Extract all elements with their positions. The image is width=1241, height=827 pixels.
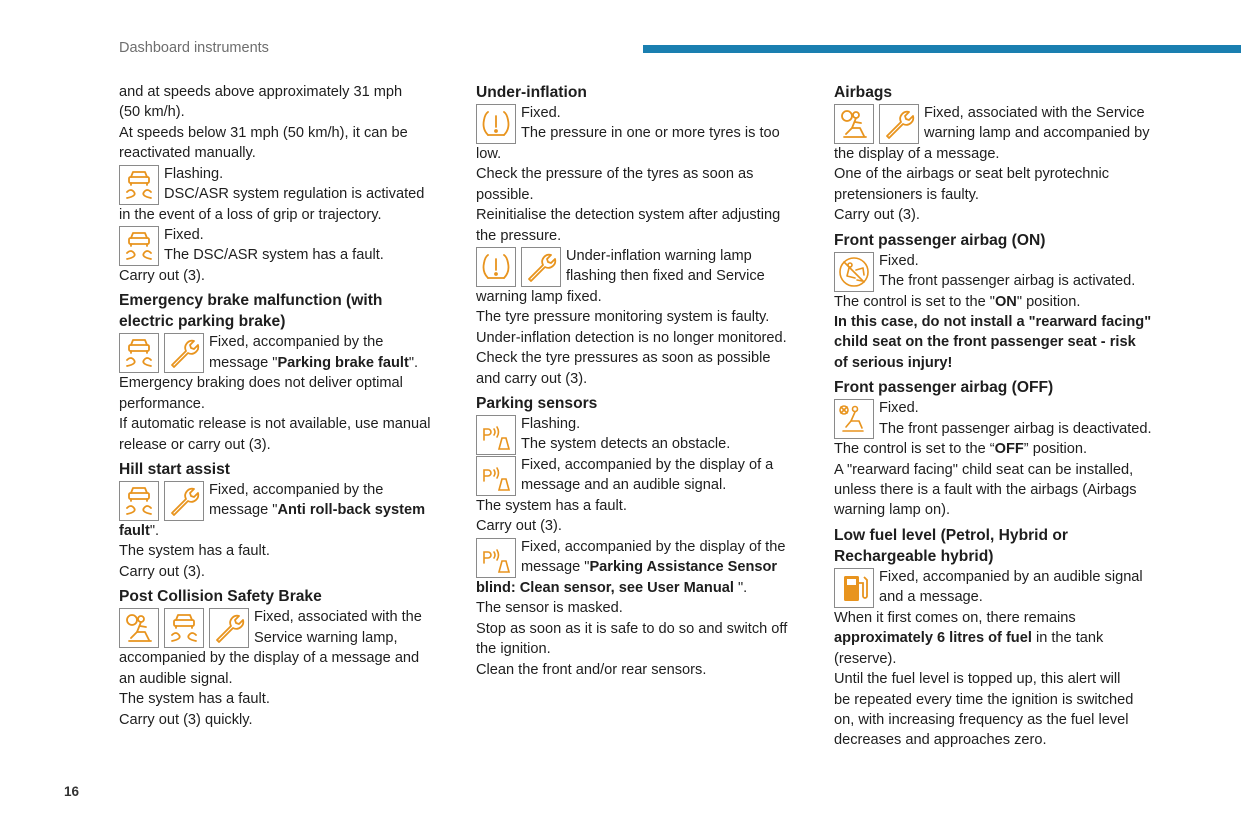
body-text: Carry out (3) quickly. (119, 711, 253, 728)
under-inflation-entry (476, 103, 812, 246)
column-middle (476, 82, 812, 680)
body-text: Emergency braking does not deliver optimal (119, 375, 403, 392)
body-text: A "rearward facing" child seat can be installed, (834, 461, 1134, 478)
description-text: The front passenger airbag is activated. (879, 273, 1136, 290)
wrench-icon (164, 481, 204, 521)
dsc-icon (119, 226, 159, 266)
status-text: Flashing. (521, 416, 581, 433)
description-text: warning lamp and accompanied by (924, 125, 1150, 142)
status-text: Fixed. (879, 400, 919, 417)
airbag-on-entry (834, 251, 1174, 374)
section-heading-airbag-on: Front passenger airbag (ON) (834, 231, 1046, 249)
parking-fixed-entry (476, 455, 812, 537)
body-text: When it first comes on, there remains (834, 609, 1076, 626)
body-text: decreases and approaches zero. (834, 732, 1047, 749)
body-text: and carry out (3). (476, 370, 588, 387)
message-text: message "Parking brake fault". (209, 354, 419, 371)
intro-line: reactivated manually. (119, 145, 256, 162)
action-text: Carry out (3). (119, 268, 205, 285)
message-text: message "Anti roll-back system (209, 502, 426, 519)
parking-flashing-entry (476, 414, 812, 455)
wrench-icon (164, 333, 204, 373)
body-text: Clean the front and/or rear sensors. (476, 661, 707, 678)
section-heading-emergency: Emergency brake malfunction (with electric parking brake) (119, 292, 383, 331)
warning-text: child seat on the front passenger seat - risk (834, 334, 1136, 351)
description-text: warning lamp fixed. (476, 289, 602, 306)
description-text: in the event of a loss of grip or trajectory. (119, 206, 382, 223)
description-text: DSC/ASR system regulation is activated (164, 186, 425, 203)
description-text: Fixed, accompanied by the display of the (521, 538, 786, 555)
header-accent-bar (643, 45, 1241, 53)
message-text: blind: Clean sensor, see User Manual ". (476, 579, 748, 596)
description-text: Service warning lamp, (254, 629, 398, 646)
intro-line: and at speeds above approximately 31 mph (119, 84, 403, 100)
description-text: Fixed, accompanied by the (209, 334, 384, 351)
body-text: Reinitialise the detection system after adjusting (476, 207, 781, 224)
body-text: Until the fuel level is topped up, this alert will (834, 671, 1121, 688)
dsc-icon (119, 481, 159, 521)
body-text: accompanied by the display of a message and (119, 650, 420, 667)
description-text: Under-inflation warning lamp (566, 248, 752, 265)
body-text: The system has a fault. (476, 498, 627, 515)
low-fuel-entry (834, 567, 1174, 751)
message-text: message "Parking Assistance Sensor (521, 559, 778, 576)
airbag-off-entry (834, 398, 1174, 521)
airbag-icon (119, 608, 159, 648)
description-text: the display of a message. (834, 146, 1000, 162)
section-heading-low-fuel: Low fuel level (Petrol, Hybrid or Rechargeable hybrid) (834, 526, 1068, 565)
under-inflation-lamp-entry (476, 246, 812, 389)
intro-line: At speeds below 31 mph (50 km/h), it can be (119, 124, 408, 141)
dsc-icon (164, 608, 204, 648)
description-text: Fixed, accompanied by the display of a (521, 457, 774, 474)
body-text: release or carry out (3). (119, 436, 271, 453)
emergency-entry (119, 332, 457, 455)
body-text: an audible signal. (119, 670, 233, 687)
page-number: 16 (64, 784, 80, 799)
dsc-fixed-entry (119, 225, 457, 286)
body-text: performance. (119, 395, 205, 412)
intro-line: (50 km/h). (119, 104, 185, 121)
body-text: (reserve). (834, 650, 897, 667)
airbag-off-icon (834, 399, 874, 439)
description-text: The pressure in one or more tyres is too (521, 125, 780, 142)
body-text: Check the pressure of the tyres as soon as (476, 166, 754, 183)
body-text: Under-inflation detection is no longer monitored. (476, 329, 787, 346)
status-text: Flashing. (164, 165, 224, 182)
body-text: the ignition. (476, 641, 551, 658)
body-text: approximately 6 litres of fuel in the tank (834, 630, 1104, 647)
body-text: The sensor is masked. (476, 600, 623, 617)
description-text: flashing then fixed and Service (566, 268, 765, 285)
section-heading-airbags: Airbags (834, 84, 893, 101)
section-heading-pcsb: Post Collision Safety Brake (119, 588, 322, 606)
status-text: Fixed. (879, 252, 919, 269)
body-text: The system has a fault. (119, 543, 270, 560)
message-text: fault". (119, 523, 160, 540)
column-left (119, 82, 457, 730)
body-text: the pressure. (476, 227, 562, 244)
warning-text: of serious injury! (834, 354, 953, 371)
dsc-icon (119, 165, 159, 205)
airbag-icon (834, 104, 874, 144)
tyre-pressure-icon (476, 247, 516, 287)
body-text: possible. (476, 186, 534, 203)
description-text: Fixed, associated with the (254, 609, 422, 626)
dsc-icon (119, 333, 159, 373)
dsc-flashing-entry (119, 164, 457, 225)
body-text: pretensioners is faulty. (834, 186, 979, 203)
parking-message-entry (476, 537, 812, 680)
body-text: Carry out (3). (476, 518, 562, 535)
wrench-icon (521, 247, 561, 287)
description-text: Fixed, associated with the Service (924, 105, 1145, 121)
body-text: Carry out (3). (834, 207, 920, 224)
description-text: low. (476, 146, 502, 162)
description-text: Fixed, accompanied by an audible signal (879, 568, 1143, 585)
description-text: The front passenger airbag is deactivated. (879, 420, 1152, 437)
warning-text: In this case, do not install a "rearward facing" (834, 314, 1152, 331)
section-heading-under-inflation: Under-inflation (476, 84, 587, 101)
body-text: The system has a fault. (119, 691, 270, 708)
body-text: on, with increasing frequency as the fuel level (834, 711, 1129, 728)
column-right (834, 82, 1174, 751)
body-text: Stop as soon as it is safe to do so and switch off (476, 620, 788, 637)
description-text: and a message. (879, 589, 983, 606)
description-text: message and an audible signal. (521, 477, 727, 494)
body-text: Carry out (3). (119, 563, 205, 580)
section-heading-parking: Parking sensors (476, 395, 598, 413)
parking-sensor-icon (476, 538, 516, 578)
parking-sensor-icon (476, 415, 516, 455)
control-text: The control is set to the "ON" position. (834, 293, 1081, 310)
parking-sensor-icon (476, 456, 516, 496)
wrench-icon (879, 104, 919, 144)
body-text: One of the airbags or seat belt pyrotechnic (834, 166, 1110, 183)
fuel-pump-icon (834, 568, 874, 608)
pcsb-entry (119, 607, 457, 730)
tyre-pressure-icon (476, 104, 516, 144)
section-heading-airbag-off: Front passenger airbag (OFF) (834, 379, 1054, 397)
status-text: Fixed. (521, 105, 561, 121)
wrench-icon (209, 608, 249, 648)
body-text: unless there is a fault with the airbags (Airbags (834, 482, 1137, 499)
body-text: be repeated every time the ignition is switched (834, 691, 1134, 708)
control-text: The control is set to the “OFF” position. (834, 441, 1088, 458)
section-title: Dashboard instruments (119, 40, 269, 56)
body-text: The tyre pressure monitoring system is faulty. (476, 309, 770, 326)
description-text: Fixed, accompanied by the (209, 482, 384, 499)
hill-entry (119, 480, 457, 582)
airbags-entry (834, 103, 1174, 226)
body-text: If automatic release is not available, use manual (119, 416, 431, 433)
body-text: Check the tyre pressures as soon as possible (476, 350, 771, 367)
status-text: Fixed. (164, 227, 204, 244)
description-text: The DSC/ASR system has a fault. (164, 247, 384, 264)
airbag-on-icon (834, 252, 874, 292)
description-text: The system detects an obstacle. (521, 436, 731, 453)
section-heading-hill: Hill start assist (119, 461, 230, 479)
body-text: warning lamp on). (834, 502, 950, 519)
